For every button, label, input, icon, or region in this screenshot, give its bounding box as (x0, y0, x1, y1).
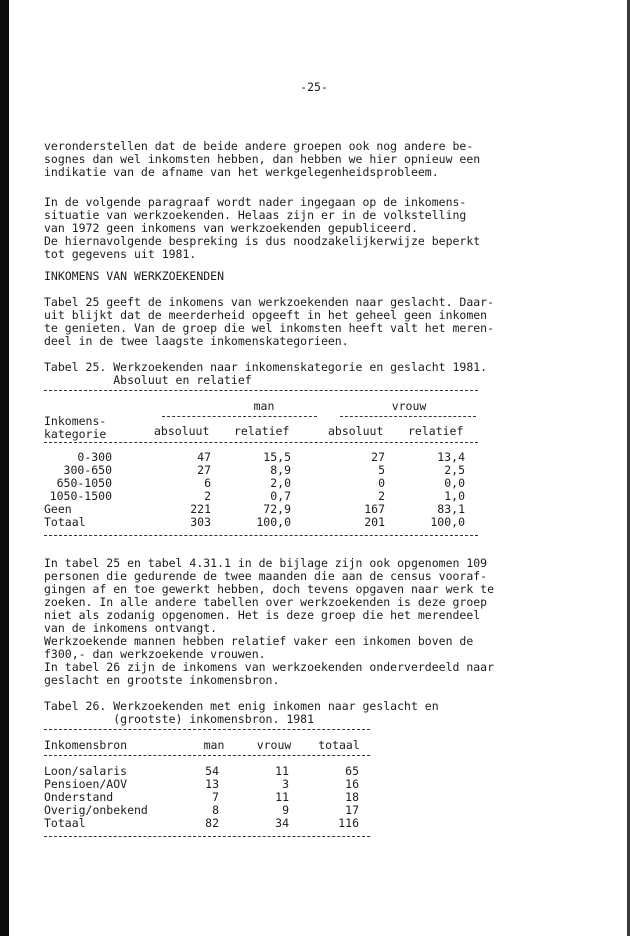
table-title: Tabel 25. Werkzoekenden naar inkomenskategorie en geslacht 1981. (44, 360, 488, 374)
text-line: situatie van werkzoekenden. Helaas zijn er in de volkstelling (44, 208, 467, 222)
table-title: (grootste) inkomensbron. 1981 (44, 712, 315, 726)
table-cell: 34 (275, 816, 289, 830)
text-line: gingen af en toe gewerkt hebben, doch tevens opgaven naar werk te (44, 582, 495, 596)
table-cell: 0-300 (77, 450, 112, 464)
table-cell: 2,5 (444, 463, 465, 477)
table-cell: 100,0 (256, 515, 291, 529)
table-rule (44, 442, 478, 443)
table-cell: 83,1 (437, 502, 465, 516)
text-line: geslacht en grootste inkomensbron. (44, 673, 280, 687)
table-cell: 82 (205, 816, 219, 830)
table-cell: 100,0 (430, 515, 465, 529)
table-cell: 16 (345, 777, 359, 791)
table-rule (162, 416, 317, 417)
table-rule (340, 416, 476, 417)
table-cell: 5 (378, 463, 385, 477)
table-cell: 72,9 (263, 502, 291, 516)
text-line: veronderstellen dat de beide andere groepen ook nog andere be- (44, 139, 474, 153)
table-cell: 0,0 (444, 476, 465, 490)
col-header-relatief: relatief (408, 424, 464, 438)
table-cell: 8,9 (270, 463, 291, 477)
table-cell: Totaal (44, 515, 86, 529)
table-cell: 303 (190, 515, 211, 529)
col-header-relatief: relatief (234, 424, 290, 438)
table-cell: Loon/salaris (44, 764, 128, 778)
table-cell: 0 (378, 476, 385, 490)
table-cell: 1,0 (444, 489, 465, 503)
table-cell: 54 (205, 764, 219, 778)
text-line: personen die gedurende de twee maanden die aan de census vooraf- (44, 569, 488, 583)
table-cell: 13 (205, 777, 219, 791)
table-rule (44, 755, 370, 756)
scan-left-edge (0, 0, 9, 936)
table-cell: 0,7 (270, 489, 291, 503)
table-cell: Totaal (44, 816, 86, 830)
text-line: In tabel 26 zijn de inkomens van werkzoekenden onderverdeeld naar (44, 660, 495, 674)
table-cell: 9 (282, 803, 289, 817)
table-cell: 201 (364, 515, 385, 529)
table-cell: Geen (44, 502, 72, 516)
text-line: te genieten. Van de groep die wel inkomsten heeft valt het meren- (44, 321, 495, 335)
table-cell: 11 (275, 790, 289, 804)
table-cell: 300-650 (63, 463, 112, 477)
table-title: Absoluut en relatief (44, 373, 252, 387)
table-cell: 6 (204, 476, 211, 490)
table-cell: 13,4 (437, 450, 465, 464)
text-line: In de volgende paragraaf wordt nader ingegaan op de inkomens- (44, 195, 467, 209)
row-header: kategorie (44, 427, 107, 441)
table-cell: 15,5 (263, 450, 291, 464)
table-cell: 650-1050 (56, 476, 112, 490)
text-line: niet als zodanig opgenomen. Het is deze groep die het merendeel (44, 608, 481, 622)
col-header-man: man (203, 738, 225, 752)
text-line: van de inkomens ontvangt. (44, 621, 218, 635)
table-cell: Pensioen/AOV (44, 777, 128, 791)
row-header: Inkomens- (44, 414, 107, 428)
section-heading: INKOMENS VAN WERKZOEKENDEN (44, 269, 225, 283)
page-number: -25- (300, 80, 328, 94)
table-rule (44, 535, 478, 536)
table-cell: Overig/onbekend (44, 803, 148, 817)
text-line: sognes dan wel inkomsten hebben, dan hebben we hier opnieuw een (44, 152, 481, 166)
text-line: tot gegevens uit 1981. (44, 247, 197, 261)
table-cell: 2 (378, 489, 385, 503)
table-rule (44, 729, 370, 730)
table-cell: 167 (364, 502, 385, 516)
table-cell: 2 (204, 489, 211, 503)
table-rule (44, 390, 478, 391)
text-line: uit blijkt dat de meerderheid opgeeft in het geheel geen inkomen (44, 308, 488, 322)
table-cell: Onderstand (44, 790, 114, 804)
col-header-inkomensbron: Inkomensbron (44, 738, 128, 752)
table-title: Tabel 26. Werkzoekenden met enig inkomen naar geslacht en (44, 699, 439, 713)
text-line: Tabel 25 geeft de inkomens van werkzoekenden naar geslacht. Daar- (44, 295, 495, 309)
table-cell: 65 (345, 764, 359, 778)
table-cell: 11 (275, 764, 289, 778)
col-header-absoluut: absoluut (154, 424, 210, 438)
table-cell: 27 (197, 463, 211, 477)
table-cell: 1050-1500 (49, 489, 112, 503)
table-cell: 116 (338, 816, 359, 830)
table-cell: 8 (212, 803, 219, 817)
group-header-man: man (253, 399, 275, 413)
text-line: indikatie van de afname van het werkgelegenheidsprobleem. (44, 165, 439, 179)
text-line: f300,- dan werkzoekende vrouwen. (44, 647, 266, 661)
col-header-absoluut: absoluut (328, 424, 384, 438)
table-cell: 2,0 (270, 476, 291, 490)
table-cell: 221 (190, 502, 211, 516)
table-cell: 17 (345, 803, 359, 817)
text-line: zoeken. In alle andere tabellen over werkzoekenden is deze groep (44, 595, 488, 609)
col-header-totaal: totaal (318, 738, 360, 752)
text-line: van 1972 geen inkomens van werkzoekenden gepubliceerd. (44, 221, 418, 235)
table-cell: 3 (282, 777, 289, 791)
text-line: Werkzoekende mannen hebben relatief vaker een inkomen boven de (44, 634, 474, 648)
col-header-vrouw: vrouw (256, 738, 292, 752)
table-cell: 47 (197, 450, 211, 464)
text-line: De hiernavolgende bespreking is dus noodzakelijkerwijze beperkt (44, 234, 481, 248)
text-line: deel in de twee laagste inkomenskategorieen. (44, 334, 349, 348)
table-cell: 27 (371, 450, 385, 464)
group-header-vrouw: vrouw (391, 399, 427, 413)
table-cell: 7 (212, 790, 219, 804)
table-rule (44, 836, 370, 837)
table-cell: 18 (345, 790, 359, 804)
text-line: In tabel 25 en tabel 4.31.1 in de bijlage zijn ook opgenomen 109 (44, 556, 488, 570)
